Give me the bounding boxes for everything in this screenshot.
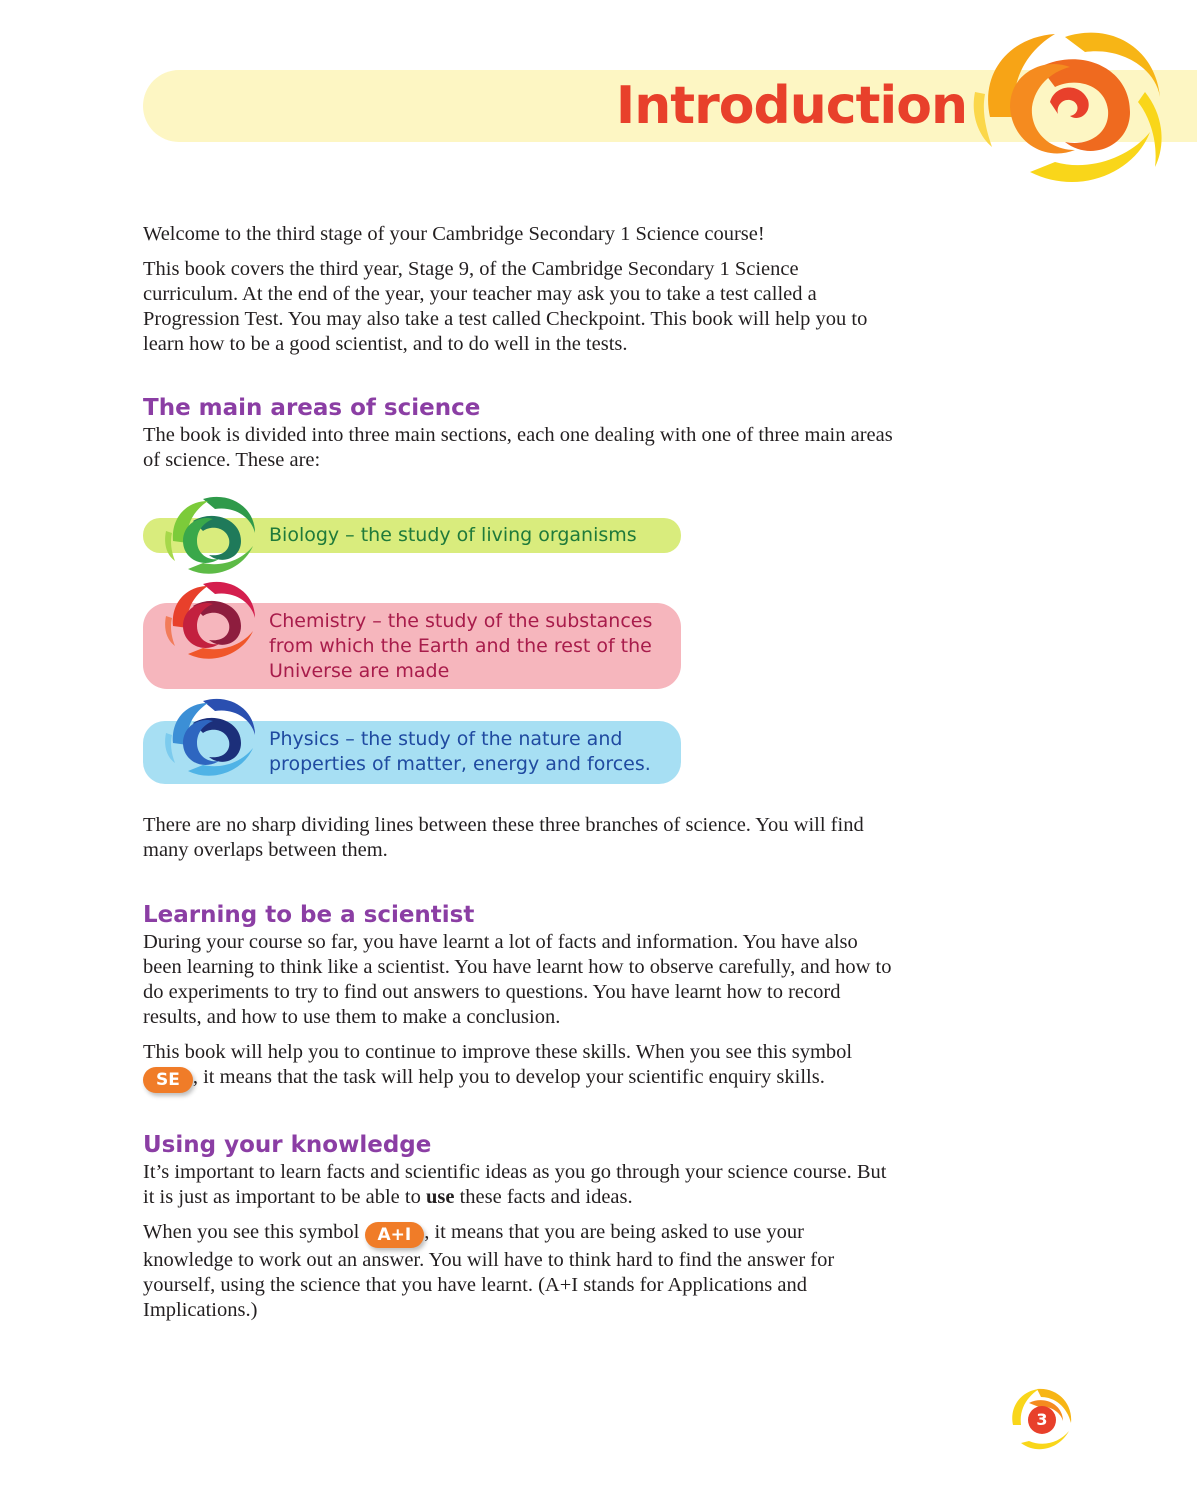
- using-p1-bold: use: [425, 1186, 455, 1208]
- page-title: Introduction: [615, 76, 967, 136]
- biology-swirl-icon: [163, 491, 263, 581]
- page-number: 3: [1028, 1406, 1056, 1434]
- content-column: [143, 222, 893, 1333]
- sun-swirl-icon: [970, 22, 1175, 197]
- page-number-badge: [1007, 1385, 1075, 1453]
- using-p1-before: It’s important to learn facts and scientific ideas as you go through your science course. But it is just as important to be able to: [143, 1161, 887, 1208]
- learning-p2-before: This book will help you to continue to improve these skills. When you see this symbol: [143, 1041, 853, 1063]
- science-areas-list: [143, 491, 893, 801]
- heading-learning: Learning to be a scientist: [143, 902, 475, 928]
- heading-main-areas: The main areas of science: [143, 395, 481, 421]
- intro-paragraph-2: This book covers the third year, Stage 9, of the Cambridge Secondary 1 Science curriculum. At the end of the year, your teacher may ask you to take a test called a Progression Test. You may also take a test called Checkpoint. This book will help you to learn how to be a good scientist, and to do well in the tests.: [143, 258, 868, 355]
- using-paragraph-1: [143, 1160, 893, 1210]
- chemistry-swirl-icon: [163, 576, 263, 666]
- ai-symbol: A+I: [365, 1222, 425, 1248]
- heading-using: Using your knowledge: [143, 1132, 432, 1158]
- using-p2-before: When you see this symbol: [143, 1221, 365, 1243]
- physics-swirl-icon: [163, 693, 263, 783]
- se-symbol: SE: [143, 1067, 193, 1093]
- using-p1-after: these facts and ideas.: [454, 1186, 633, 1208]
- overlap-paragraph: There are no sharp dividing lines between these three branches of science. You will find many overlaps between them.: [143, 814, 864, 861]
- physics-text: Physics – the study of the nature and properties of matter, energy and forces.: [269, 728, 651, 775]
- main-areas-paragraph: The book is divided into three main sections, each one dealing with one of three main areas of science. These are:: [143, 424, 893, 471]
- chemistry-text: Chemistry – the study of the substances from which the Earth and the rest of the Universe are made: [269, 610, 653, 682]
- using-p2-after: , it means that you are being asked to use your knowledge to work out an answer. You will have to think hard to find the answer for yourself, using the science that you have learnt. (A+I stands for Applications and Implications.): [143, 1221, 835, 1321]
- intro-paragraph-1: Welcome to the third stage of your Cambridge Secondary 1 Science course!: [143, 223, 765, 245]
- using-paragraph-2: [143, 1220, 893, 1323]
- learning-paragraph-2: [143, 1040, 893, 1093]
- biology-text: Biology – the study of living organisms: [269, 524, 637, 546]
- learning-p2-after: , it means that the task will help you to develop your scientific enquiry skills.: [192, 1066, 825, 1088]
- learning-paragraph-1: During your course so far, you have learnt a lot of facts and information. You have also been learning to think like a scientist. You have learnt how to observe carefully, and how to do experiments to try to find out answers to questions. You have learnt how to record results, and how to use them to make a conclusion.: [143, 931, 892, 1028]
